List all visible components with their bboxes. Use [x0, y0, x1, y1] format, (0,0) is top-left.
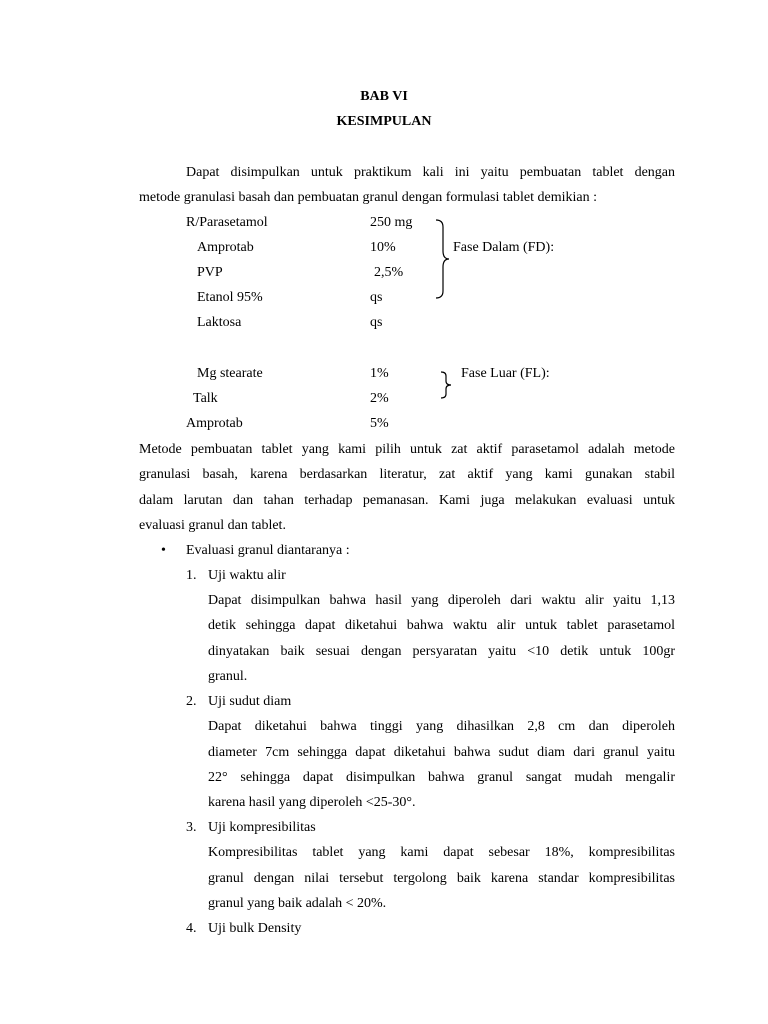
chapter-title: KESIMPULAN	[336, 114, 432, 129]
list-item-number: 2.	[186, 694, 197, 709]
ingredient-amount: 10%	[370, 240, 396, 255]
list-item-title: Uji bulk Density	[208, 921, 302, 936]
list-item-text: dinyatakan baik sesuai dengan persyaratan yaitu <10 detik untuk 100gr	[208, 644, 675, 659]
list-item-text: granul yang baik adalah < 20%.	[208, 896, 387, 911]
list-item-text: Kompresibilitas tablet yang kami dapat sebesar 18%, kompresibilitas	[208, 845, 675, 860]
list-item-text: karena hasil yang diperoleh <25-30°.	[208, 795, 416, 810]
method-line-3: dalam larutan dan tahan terhadap pemanasan. Kami juga melakukan evaluasi untuk	[139, 493, 675, 508]
ingredient-amount: qs	[370, 290, 383, 305]
method-line-1: Metode pembuatan tablet yang kami pilih untuk zat aktif parasetamol adalah metode	[139, 442, 675, 457]
ingredient-name: PVP	[197, 265, 223, 280]
ingredient-amount: 1%	[370, 366, 389, 381]
list-item-text: Dapat disimpulkan bahwa hasil yang diperoleh dari waktu alir yaitu 1,13	[208, 593, 675, 608]
ingredient-name: R/Parasetamol	[186, 215, 268, 230]
ingredient-name: Mg stearate	[197, 366, 263, 381]
list-item-text: detik sehingga dapat diketahui bahwa waktu alir untuk tablet parasetamol	[208, 618, 675, 633]
intro-line-2: metode granulasi basah dan pembuatan granul dengan formulasi tablet demikian :	[139, 190, 597, 205]
ingredient-amount: 2%	[370, 391, 389, 406]
list-item-number: 1.	[186, 568, 197, 583]
list-item-text: diameter 7cm sehingga dapat diketahui bahwa sudut diam dari granul yaitu	[208, 745, 675, 760]
ingredient-amount: 5%	[370, 416, 389, 431]
curly-brace-icon	[438, 370, 458, 400]
list-item-text: 22° sehingga dapat disimpulkan bahwa granul sangat mudah mengalir	[208, 770, 675, 785]
list-item-text: Dapat diketahui bahwa tinggi yang dihasilkan 2,8 cm dan diperoleh	[208, 719, 675, 734]
internal-phase-label: Fase Dalam (FD):	[453, 240, 555, 255]
ingredient-amount: qs	[370, 315, 383, 330]
external-phase-label: Fase Luar (FL):	[461, 366, 550, 381]
evaluation-heading: Evaluasi granul diantaranya :	[186, 543, 350, 558]
list-item-text: granul dengan nilai tersebut tergolong baik karena standar kompresibilitas	[208, 871, 675, 886]
ingredient-name: Etanol 95%	[197, 290, 263, 305]
list-item-number: 4.	[186, 921, 197, 936]
ingredient-name: Laktosa	[197, 315, 242, 330]
curly-brace-icon	[432, 218, 452, 300]
bullet-icon: •	[161, 543, 166, 558]
method-line-4: evaluasi granul dan tablet.	[139, 518, 286, 533]
ingredient-amount: 250 mg	[370, 215, 413, 230]
ingredient-name: Amprotab	[186, 416, 243, 431]
list-item-text: granul.	[208, 669, 248, 684]
ingredient-name: Amprotab	[197, 240, 254, 255]
list-item-title: Uji kompresibilitas	[208, 820, 316, 835]
chapter-heading: BAB VI	[360, 89, 408, 104]
ingredient-name: Talk	[193, 391, 218, 406]
ingredient-amount: 2,5%	[374, 265, 404, 280]
list-item-title: Uji sudut diam	[208, 694, 292, 709]
method-line-2: granulasi basah, karena berdasarkan literatur, zat aktif yang kami gunakan stabil	[139, 467, 675, 482]
list-item-number: 3.	[186, 820, 197, 835]
list-item-title: Uji waktu alir	[208, 568, 286, 583]
intro-line-1: Dapat disimpulkan untuk praktikum kali ini yaitu pembuatan tablet dengan	[186, 165, 675, 180]
